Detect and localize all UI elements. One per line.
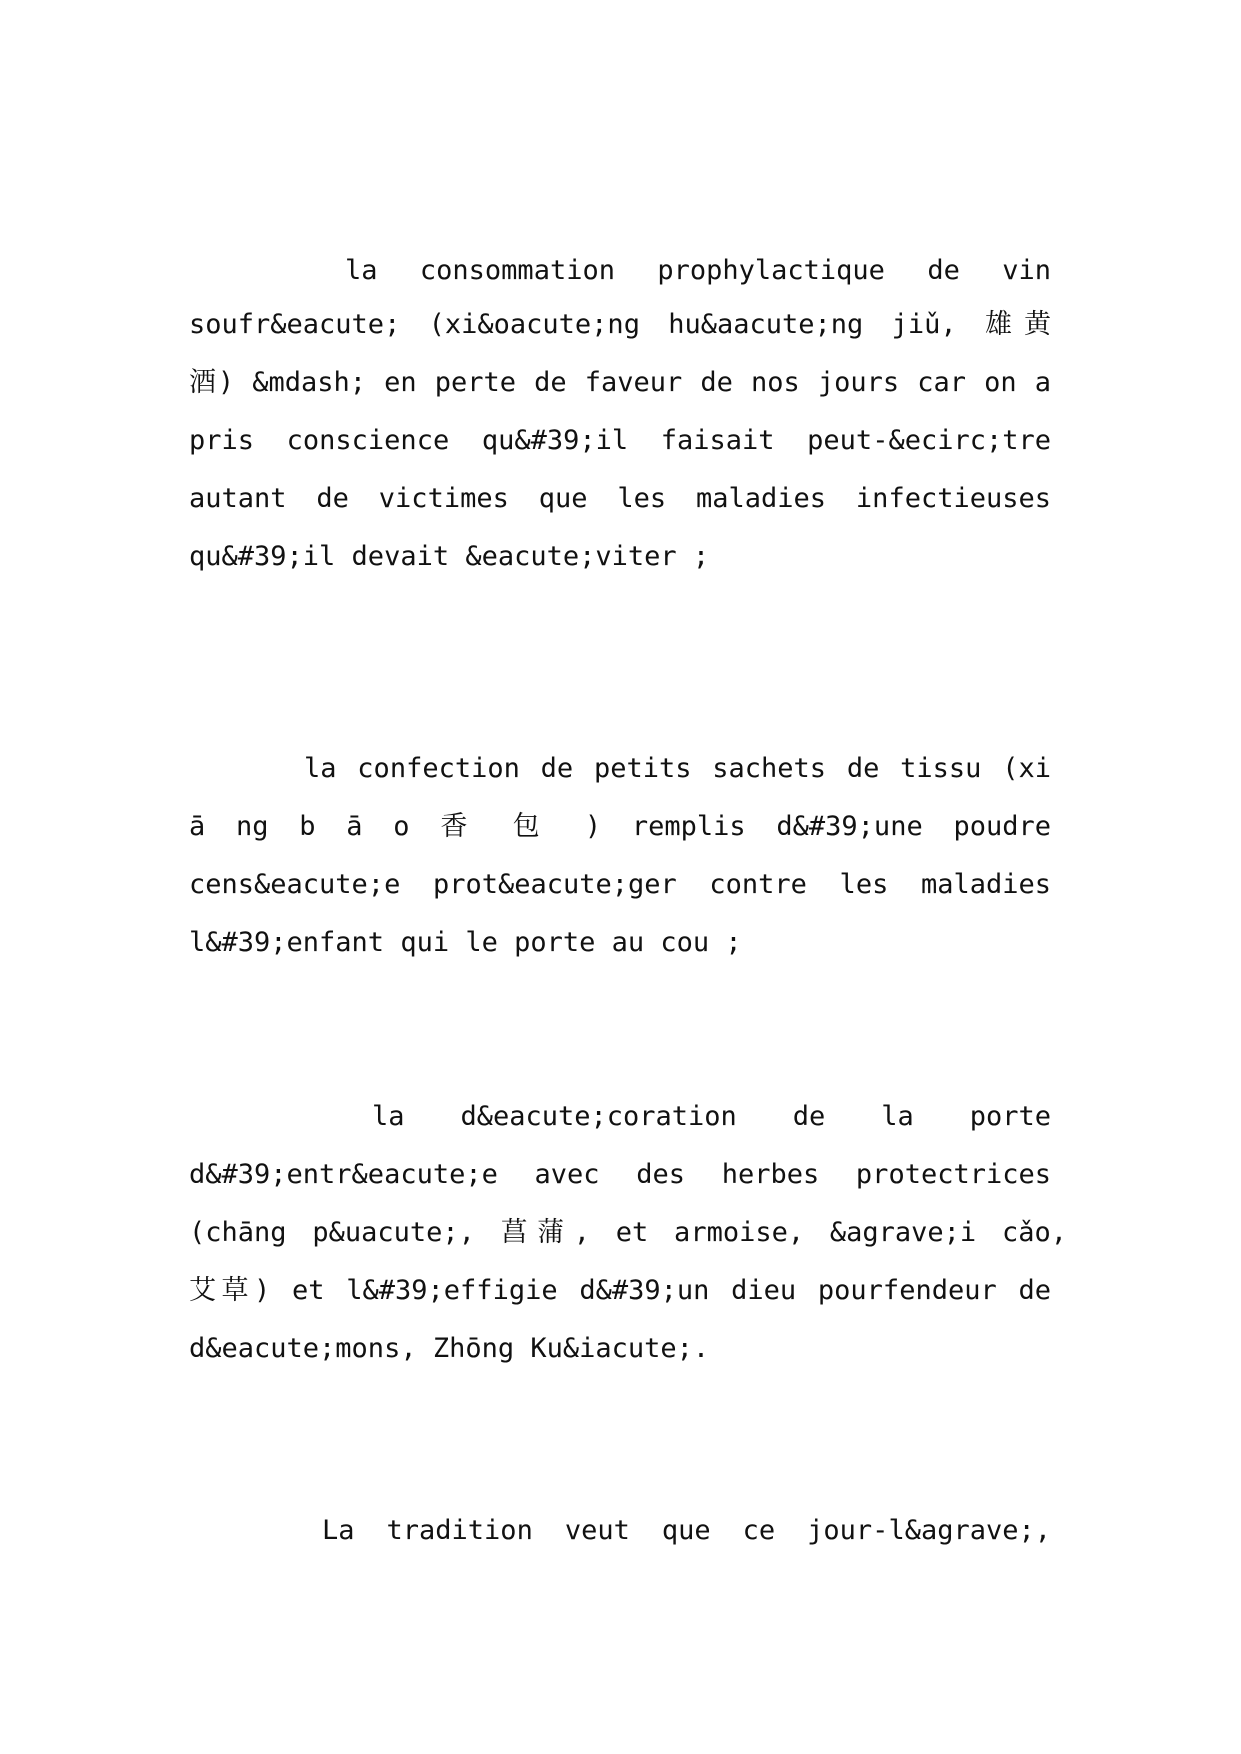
paragraph-line: (chāng p&uacute;, 菖蒲, et armoise, &agrave;i cǎo, xyxy=(189,1217,1067,1248)
paragraph-line: ā ng b ā o 香 包 ) remplis d&#39;une poudre xyxy=(189,811,1051,842)
paragraph-line: soufr&eacute; (xi&oacute;ng hu&aacute;ng jiǔ, 雄黄 xyxy=(189,309,1051,340)
paragraph-line: 酒) &mdash; en perte de faveur de nos jours car on a xyxy=(189,367,1051,398)
paragraph-line: la consommation prophylactique de vin xyxy=(345,255,1051,286)
paragraph-line: la d&eacute;coration de la porte xyxy=(372,1101,1051,1132)
paragraph-line: la confection de petits sachets de tissu (xi xyxy=(304,753,1051,784)
paragraph-line: d&eacute;mons, Zhōng Ku&iacute;. xyxy=(189,1333,710,1364)
paragraph-line: cens&eacute;e prot&eacute;ger contre les maladies xyxy=(189,869,1051,900)
paragraph-line: autant de victimes que les maladies infectieuses xyxy=(189,483,1051,514)
paragraph-line: pris conscience qu&#39;il faisait peut-&ecirc;tre xyxy=(189,425,1051,456)
paragraph-line: 艾草) et l&#39;effigie d&#39;un dieu pourfendeur de xyxy=(189,1275,1051,1306)
paragraph-line: La tradition veut que ce jour-l&agrave;, xyxy=(322,1515,1051,1546)
paragraph-line: l&#39;enfant qui le porte au cou ; xyxy=(189,927,742,958)
paragraph-line: qu&#39;il devait &eacute;viter ; xyxy=(189,541,710,572)
paragraph-line: d&#39;entr&eacute;e avec des herbes protectrices xyxy=(189,1159,1051,1190)
